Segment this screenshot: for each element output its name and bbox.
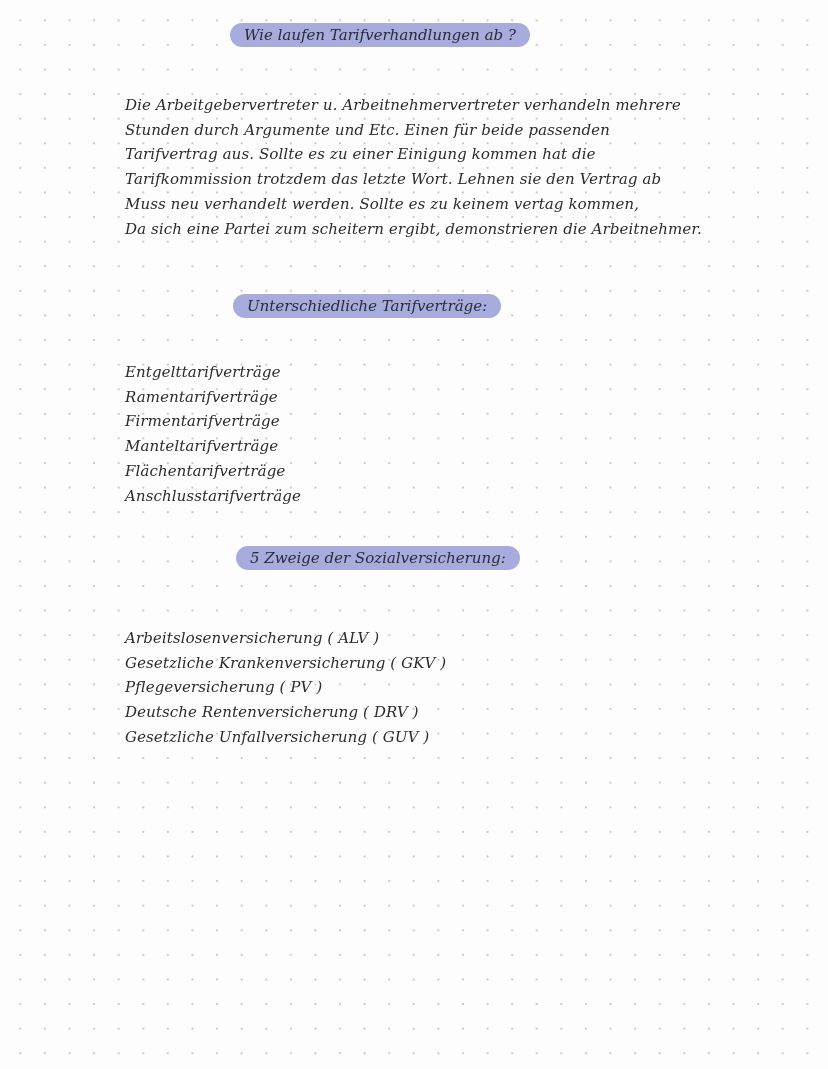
paragraph-line: Stunden durch Argumente und Etc. Einen für beide passenden bbox=[125, 120, 610, 139]
paragraph-line: Muss neu verhandelt werden. Sollte es zu keinem vertag kommen, bbox=[125, 194, 640, 213]
list-item: Pflegeversicherung ( PV ) bbox=[125, 678, 323, 697]
list-item: Arbeitslosenversicherung ( ALV ) bbox=[125, 629, 380, 647]
list-item: Firmentarifverträge bbox=[125, 412, 280, 431]
sozialversicherung-list bbox=[125, 626, 446, 750]
list-item: Anschlusstarifverträge bbox=[125, 486, 301, 505]
list-item: Entgelttarifverträge bbox=[125, 363, 281, 381]
paragraph-line: Tarifkommission trotzdem das letzte Wort. Lehnen sie den Vertrag ab bbox=[125, 170, 662, 189]
heading-sozialversicherung: 5 Zweige der Sozialversicherung: bbox=[236, 546, 520, 570]
heading-tarifverhandlungen: Wie laufen Tarifverhandlungen ab ? bbox=[230, 23, 530, 47]
list-item: Gesetzliche Krankenversicherung ( GKV ) bbox=[125, 653, 447, 672]
list-item: Deutsche Rentenversicherung ( DRV ) bbox=[125, 703, 419, 722]
paragraph-line: Tarifvertrag aus. Sollte es zu einer Einigung kommen hat die bbox=[125, 145, 596, 164]
paragraph-tarifverhandlungen bbox=[125, 93, 815, 241]
list-item: Manteltarifverträge bbox=[125, 437, 279, 456]
heading-tarifvertraege: Unterschiedliche Tarifverträge: bbox=[233, 294, 501, 318]
tarifvertraege-list bbox=[125, 360, 301, 508]
list-item: Ramentarifverträge bbox=[125, 387, 278, 406]
list-item: Gesetzliche Unfallversicherung ( GUV ) bbox=[125, 727, 430, 746]
paragraph-line: Da sich eine Partei zum scheitern ergibt, demonstrieren die Arbeitnehmer. bbox=[125, 219, 702, 238]
paragraph-line: Die Arbeitgebervertreter u. Arbeitnehmervertreter verhandeln mehrere bbox=[125, 96, 681, 114]
list-item: Flächentarifverträge bbox=[125, 461, 286, 480]
